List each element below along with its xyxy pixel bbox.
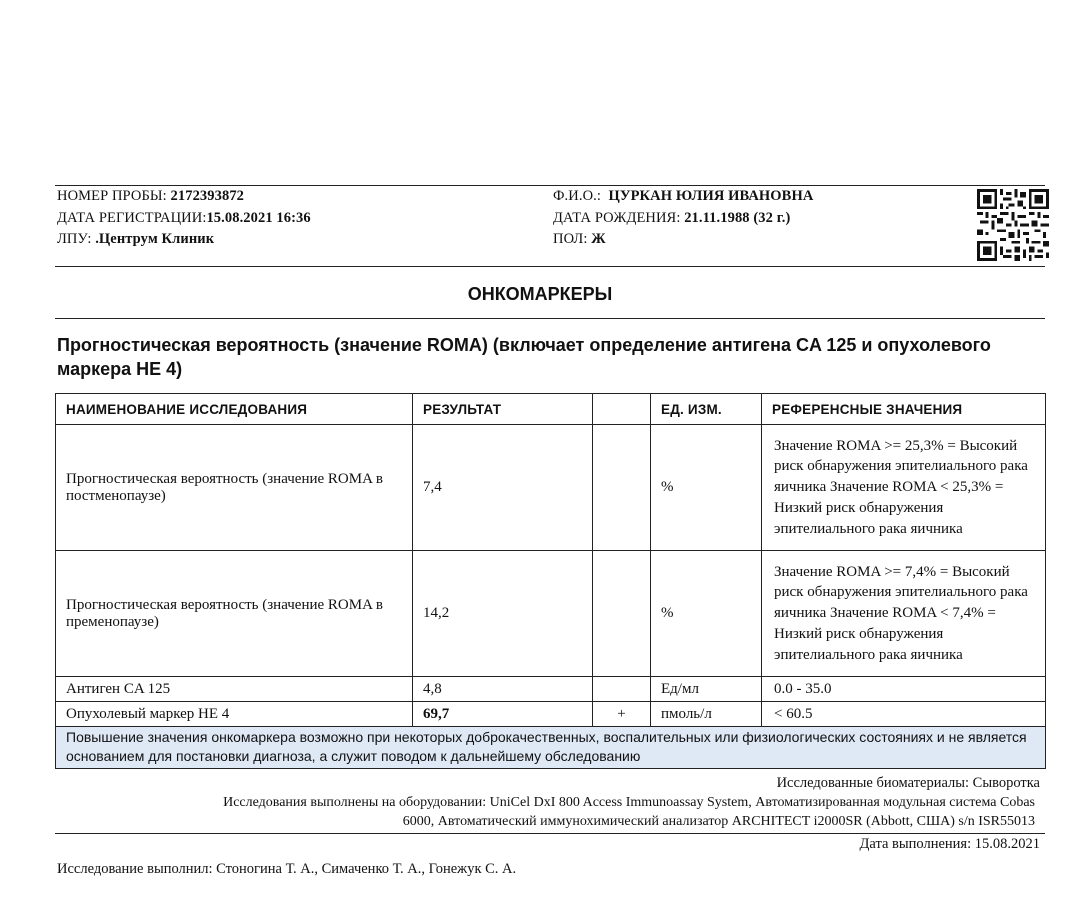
- sex-value: Ж: [591, 231, 606, 247]
- row-flag: +: [593, 702, 651, 727]
- row-ref: 0.0 - 35.0: [762, 677, 1046, 702]
- lpu: [57, 231, 214, 248]
- registration-date: [57, 210, 311, 227]
- footer-rule: [55, 833, 1045, 834]
- row-unit: %: [651, 551, 762, 677]
- header-result: РЕЗУЛЬТАТ: [413, 394, 593, 425]
- sample-number-value: 2172393872: [170, 188, 245, 204]
- sex: [553, 231, 606, 248]
- row-result: 4,8: [413, 677, 593, 702]
- header-name: НАИМЕНОВАНИЕ ИССЛЕДОВАНИЯ: [56, 394, 413, 425]
- row-result: 69,7: [413, 702, 593, 727]
- birth-date: [553, 210, 790, 227]
- note-row: [56, 727, 1046, 769]
- row-name: Опухолевый маркер HE 4: [56, 702, 413, 727]
- note-text: Повышение значения онкомаркера возможно при некоторых доброкачественных, воспалительных или физиологических состояниях и не является основанием для постановки диагноза, а служит поводом к дальнейшему обследованию: [56, 727, 1046, 769]
- row-result: 7,4: [413, 425, 593, 551]
- row-ref: Значение ROMA >= 7,4% = Высокий риск обнаружения эпителиального рака яичника Значение ROMA < 7,4% = Низкий риск обнаружения эпителиального рака яичника: [762, 551, 1046, 677]
- lpu-label: ЛПУ:: [57, 231, 92, 247]
- row-name: Прогностическая вероятность (значение ROMA в пременопаузе): [56, 551, 413, 677]
- birth-date-value: 21.11.1988 (32 г.): [684, 210, 791, 226]
- equipment-line-2: 6000, Автоматический иммунохимический анализатор ARCHITECT i2000SR (Abbott, США) s/n ISR55013: [402, 814, 1035, 829]
- row-flag: [593, 425, 651, 551]
- table-header-row: [56, 394, 1046, 425]
- row-unit: %: [651, 425, 762, 551]
- table-row: [56, 702, 1046, 727]
- row-unit: пмоль/л: [651, 702, 762, 727]
- header-bottom-rule: [55, 266, 1045, 267]
- header-top-rule: [55, 185, 1045, 186]
- row-flag: [593, 551, 651, 677]
- header-flag: [593, 394, 651, 425]
- row-flag: [593, 677, 651, 702]
- header-unit: ЕД. ИЗМ.: [651, 394, 762, 425]
- row-name: Прогностическая вероятность (значение ROMA в постменопаузе): [56, 425, 413, 551]
- patient-name-value: ЦУРКАН ЮЛИЯ ИВАНОВНА: [608, 188, 814, 204]
- qr-code-icon: [977, 189, 1049, 261]
- section-rule: [55, 318, 1045, 319]
- section-title: ОНКОМАРКЕРЫ: [467, 284, 613, 304]
- registration-date-value: 15.08.2021 16:36: [206, 210, 311, 226]
- sample-number-label: НОМЕР ПРОБЫ:: [57, 188, 167, 204]
- test-group-title: Прогностическая вероятность (значение ROMA) (включает определение антигена CA 125 и опухолевого маркера HE 4): [57, 335, 991, 379]
- row-ref: < 60.5: [762, 702, 1046, 727]
- equipment-line-1: Исследования выполнены на оборудовании: UniCel DxI 800 Access Immunoassay System, Автоматизированная модульная система Cobas: [223, 795, 1035, 810]
- birth-date-label: ДАТА РОЖДЕНИЯ:: [553, 210, 681, 226]
- table-row: [56, 677, 1046, 702]
- patient-name: [553, 188, 813, 205]
- registration-date-label: ДАТА РЕГИСТРАЦИИ:: [57, 210, 207, 226]
- performed-by: Исследование выполнил: Стоногина Т. А., Симаченко Т. А., Гонежук С. А.: [57, 861, 517, 877]
- sample-number: [57, 188, 244, 205]
- results-table: [55, 393, 1046, 769]
- patient-name-label: Ф.И.О.:: [553, 188, 602, 204]
- lpu-value: .Центрум Клиник: [95, 231, 215, 247]
- row-ref: Значение ROMA >= 25,3% = Высокий риск обнаружения эпителиального рака яичника Значение ROMA < 25,3% = Низкий риск обнаружения эпителиального рака яичника: [762, 425, 1046, 551]
- table-row: [56, 425, 1046, 551]
- table-row: [56, 551, 1046, 677]
- biomaterial-info: Исследованные биоматериалы: Сыворотка: [776, 775, 1040, 791]
- sex-label: ПОЛ:: [553, 231, 588, 247]
- header-ref: РЕФЕРЕНСНЫЕ ЗНАЧЕНИЯ: [762, 394, 1046, 425]
- row-result: 14,2: [413, 551, 593, 677]
- completion-date: Дата выполнения: 15.08.2021: [859, 836, 1040, 852]
- row-name: Антиген CA 125: [56, 677, 413, 702]
- row-unit: Ед/мл: [651, 677, 762, 702]
